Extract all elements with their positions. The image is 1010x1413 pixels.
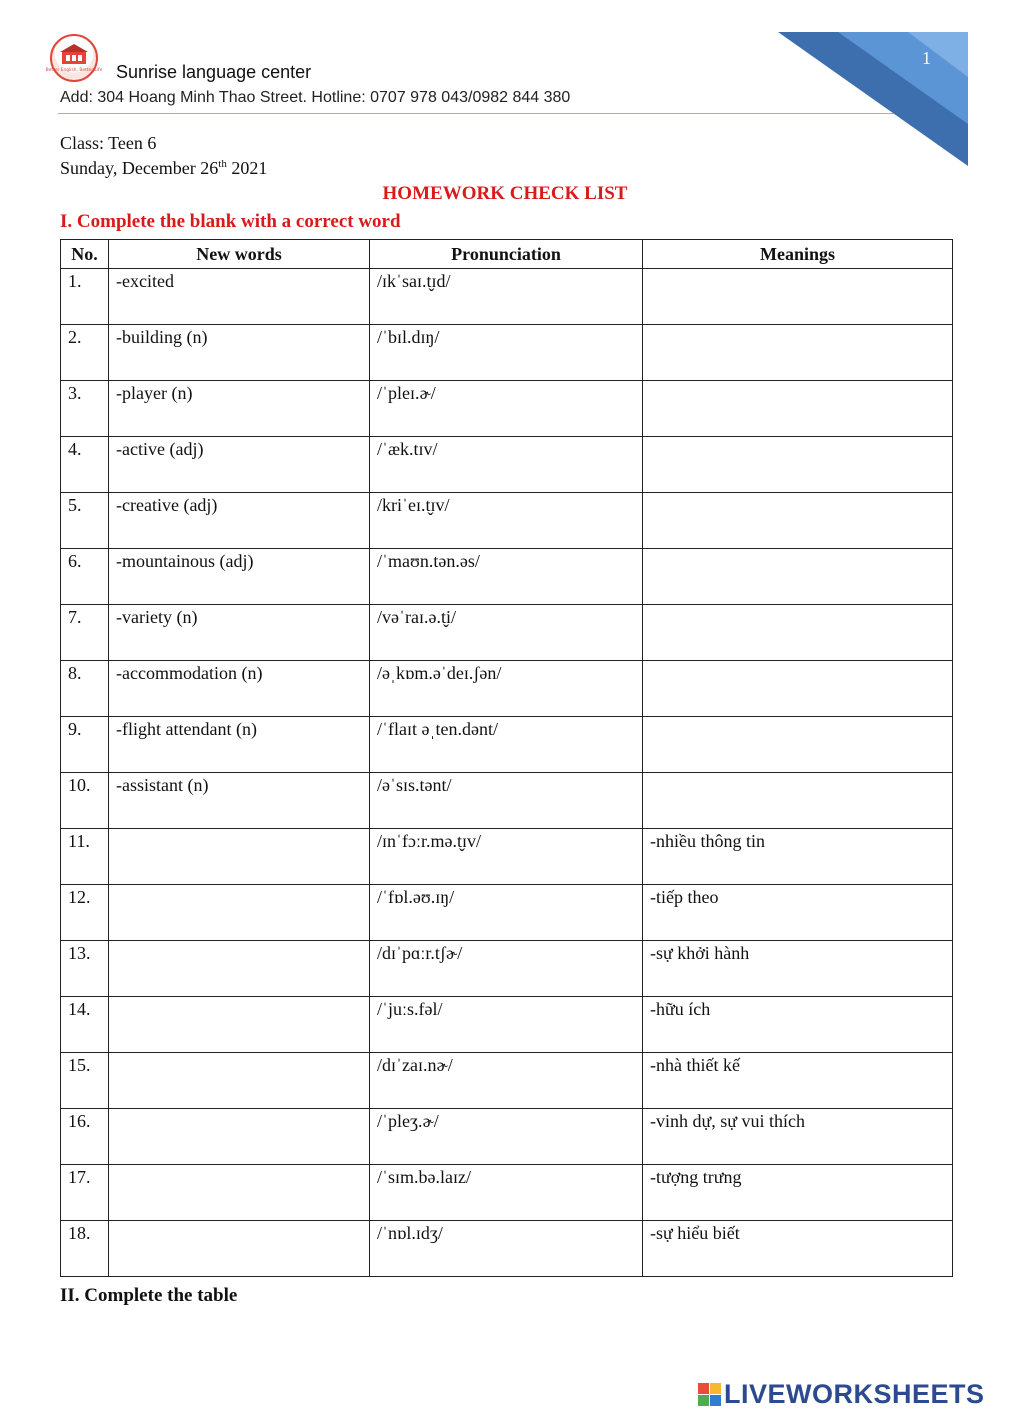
table-row [61, 605, 953, 661]
cell-number: 2. [61, 325, 109, 381]
liveworksheets-logo-icon [698, 1383, 721, 1406]
cell-number: 15. [61, 1053, 109, 1109]
cell-meaning[interactable] [643, 605, 953, 661]
header-no: No. [61, 240, 109, 269]
cell-new-word[interactable] [109, 885, 370, 941]
cell-pronunciation: /əˌkɒm.əˈdeɪ.ʃən/ [370, 661, 643, 717]
cell-meaning[interactable]: -sự hiểu biết [643, 1221, 953, 1277]
class-line: Class: Teen 6 [60, 133, 157, 153]
cell-pronunciation: /ˈpleɪ.ɚ/ [370, 381, 643, 437]
cell-number: 16. [61, 1109, 109, 1165]
table-row [61, 381, 953, 437]
header-pronunciation: Pronunciation [370, 240, 643, 269]
cell-number: 13. [61, 941, 109, 997]
center-logo [45, 34, 103, 82]
cell-new-word[interactable]: -excited [109, 269, 370, 325]
header-meanings: Meanings [643, 240, 953, 269]
cell-pronunciation: /ˈsɪm.bə.laɪz/ [370, 1165, 643, 1221]
table-row [61, 493, 953, 549]
cell-meaning[interactable]: -nhà thiết kế [643, 1053, 953, 1109]
cell-number: 12. [61, 885, 109, 941]
cell-number: 18. [61, 1221, 109, 1277]
cell-new-word[interactable]: -active (adj) [109, 437, 370, 493]
cell-meaning[interactable]: -hữu ích [643, 997, 953, 1053]
cell-meaning[interactable]: -sự khởi hành [643, 941, 953, 997]
table-row [61, 661, 953, 717]
cell-number: 9. [61, 717, 109, 773]
cell-number: 6. [61, 549, 109, 605]
watermark-text: LIVEWORKSHEETS [724, 1378, 985, 1409]
cell-pronunciation: /dɪˈzaɪ.nɚ/ [370, 1053, 643, 1109]
table-row [61, 717, 953, 773]
liveworksheets-watermark [698, 1378, 985, 1410]
header-new-words: New words [109, 240, 370, 269]
cell-new-word[interactable] [109, 1165, 370, 1221]
cell-new-word[interactable]: -assistant (n) [109, 773, 370, 829]
table-row [61, 1221, 953, 1277]
cell-pronunciation: /ˈbɪl.dɪŋ/ [370, 325, 643, 381]
cell-meaning[interactable]: -nhiều thông tin [643, 829, 953, 885]
date-line [60, 158, 267, 179]
cell-pronunciation: /dɪˈpɑːr.tʃɚ/ [370, 941, 643, 997]
cell-meaning[interactable] [643, 493, 953, 549]
date-suffix: th [218, 158, 227, 170]
cell-pronunciation: /kriˈeɪ.t̬ɪv/ [370, 493, 643, 549]
cell-number: 7. [61, 605, 109, 661]
cell-number: 14. [61, 997, 109, 1053]
table-row [61, 549, 953, 605]
cell-meaning[interactable] [643, 661, 953, 717]
center-name: Sunrise language center [116, 62, 312, 82]
cell-meaning[interactable] [643, 325, 953, 381]
cell-new-word[interactable]: -mountainous (adj) [109, 549, 370, 605]
cell-new-word[interactable]: -building (n) [109, 325, 370, 381]
cell-number: 5. [61, 493, 109, 549]
cell-pronunciation: /vəˈraɪ.ə.t̬i/ [370, 605, 643, 661]
cell-meaning[interactable]: -tượng trưng [643, 1165, 953, 1221]
table-row [61, 325, 953, 381]
cell-meaning[interactable] [643, 381, 953, 437]
cell-new-word[interactable]: -accommodation (n) [109, 661, 370, 717]
cell-new-word[interactable] [109, 829, 370, 885]
cell-pronunciation: /ˈjuːs.fəl/ [370, 997, 643, 1053]
cell-meaning[interactable] [643, 773, 953, 829]
cell-new-word[interactable]: -variety (n) [109, 605, 370, 661]
cell-number: 11. [61, 829, 109, 885]
table-row [61, 269, 953, 325]
page-corner-decoration [778, 32, 970, 168]
cell-meaning[interactable]: -tiếp theo [643, 885, 953, 941]
table-row [61, 997, 953, 1053]
section-2-heading: II. Complete the table [60, 1285, 238, 1306]
cell-new-word[interactable]: -creative (adj) [109, 493, 370, 549]
date-year: 2021 [226, 158, 268, 178]
section-1-heading: I. Complete the blank with a correct word [60, 211, 401, 232]
cell-number: 17. [61, 1165, 109, 1221]
cell-meaning[interactable] [643, 269, 953, 325]
cell-new-word[interactable] [109, 1221, 370, 1277]
cell-new-word[interactable] [109, 1053, 370, 1109]
table-row [61, 941, 953, 997]
cell-pronunciation: /ˈpleʒ.ɚ/ [370, 1109, 643, 1165]
table-row [61, 1165, 953, 1221]
cell-pronunciation: /ˈflaɪt əˌten.dənt/ [370, 717, 643, 773]
cell-pronunciation: /ɪkˈsaɪ.t̬ɪd/ [370, 269, 643, 325]
cell-meaning[interactable] [643, 437, 953, 493]
cell-meaning[interactable] [643, 549, 953, 605]
table-row [61, 437, 953, 493]
table-row [61, 773, 953, 829]
cell-number: 3. [61, 381, 109, 437]
cell-pronunciation: /ˈmaʊn.tən.əs/ [370, 549, 643, 605]
cell-new-word[interactable] [109, 941, 370, 997]
cell-number: 1. [61, 269, 109, 325]
cell-meaning[interactable]: -vinh dự, sự vui thích [643, 1109, 953, 1165]
cell-number: 4. [61, 437, 109, 493]
table-row [61, 1053, 953, 1109]
center-address: Add: 304 Hoang Minh Thao Street. Hotline: 0707 978 043/0982 844 380 [60, 89, 571, 106]
cell-pronunciation: /ɪnˈfɔːr.mə.t̬ɪv/ [370, 829, 643, 885]
cell-pronunciation: /əˈsɪs.tənt/ [370, 773, 643, 829]
cell-meaning[interactable] [643, 717, 953, 773]
date-prefix: Sunday, December 26 [60, 158, 219, 178]
page-number: 1 [922, 48, 931, 68]
cell-pronunciation: /ˈnɒl.ɪdʒ/ [370, 1221, 643, 1277]
cell-new-word[interactable]: -flight attendant (n) [109, 717, 370, 773]
page-title: HOMEWORK CHECK LIST [382, 183, 628, 204]
logo-icon [45, 36, 103, 80]
cell-new-word[interactable] [109, 1109, 370, 1165]
vocabulary-table [60, 239, 953, 1277]
table-row [61, 1109, 953, 1165]
svg-text:Better English, Better Life: Better English, Better Life [45, 68, 103, 73]
cell-new-word[interactable] [109, 997, 370, 1053]
cell-pronunciation: /ˈæk.tɪv/ [370, 437, 643, 493]
cell-number: 8. [61, 661, 109, 717]
table-header-row [61, 240, 953, 269]
cell-pronunciation: /ˈfɒl.əʊ.ɪŋ/ [370, 885, 643, 941]
cell-number: 10. [61, 773, 109, 829]
table-row [61, 885, 953, 941]
cell-new-word[interactable]: -player (n) [109, 381, 370, 437]
table-row [61, 829, 953, 885]
